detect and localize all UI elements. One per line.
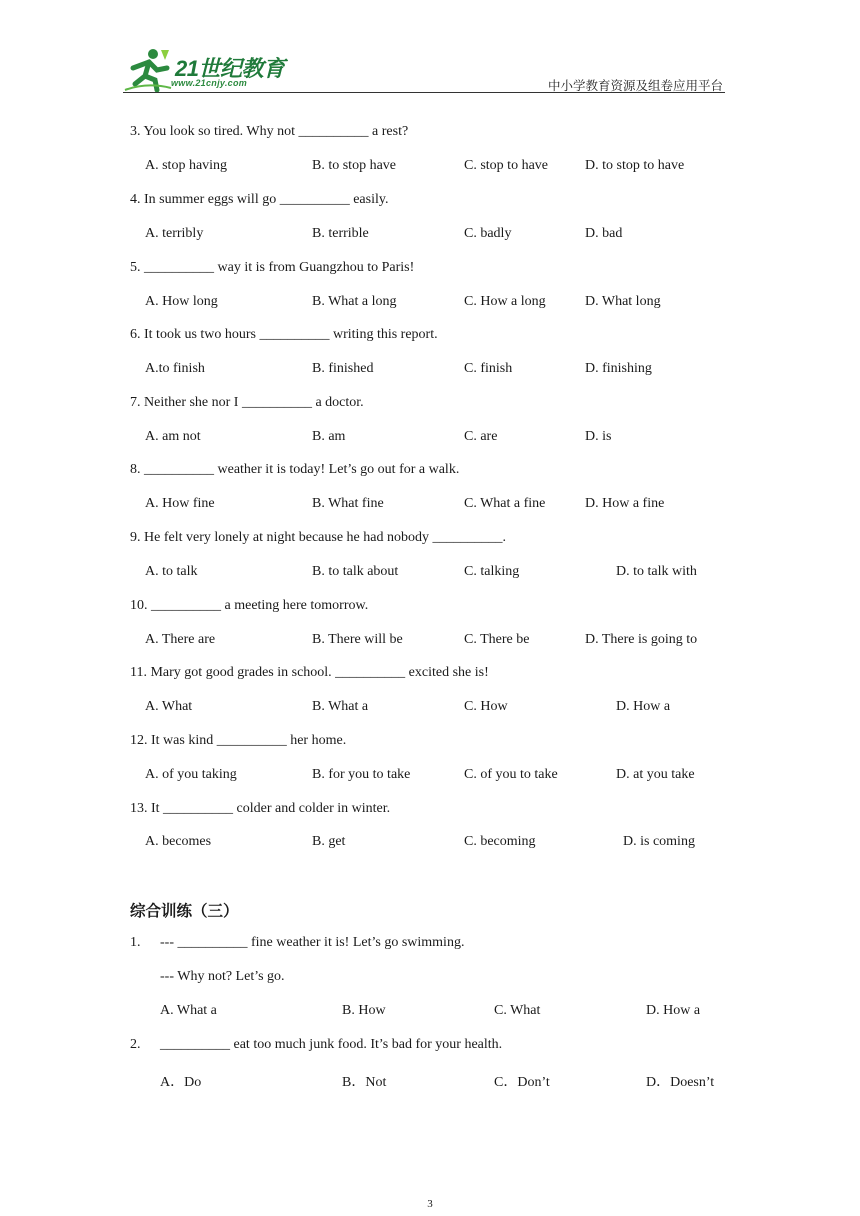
option-d: D. finishing bbox=[585, 361, 652, 376]
option-a: A. stop having bbox=[145, 158, 228, 173]
option-c: C. How a long bbox=[464, 294, 546, 309]
header-divider bbox=[123, 92, 725, 93]
option-b: B. What fine bbox=[312, 496, 384, 511]
option-d: D. bad bbox=[585, 226, 623, 241]
option-a: A. of you taking bbox=[145, 767, 237, 782]
question-stem: 5. __________ way it is from Guangzhou to Paris! bbox=[130, 260, 415, 275]
option-a: A. What a bbox=[160, 1003, 217, 1018]
header-platform-text: 中小学教育资源及组卷应用平台 bbox=[547, 78, 723, 93]
option-c: C. How bbox=[464, 699, 508, 714]
question-stem: 3. You look so tired. Why not __________ a rest? bbox=[130, 124, 409, 139]
logo-text: 21世纪教育 bbox=[175, 56, 285, 81]
logo bbox=[123, 46, 293, 92]
option-b: B. to talk about bbox=[312, 564, 399, 579]
option-d: D. There is going to bbox=[585, 632, 698, 647]
question-stem: 8. __________ weather it is today! Let’s go out for a walk. bbox=[130, 462, 460, 477]
option-b: B. terrible bbox=[312, 226, 369, 241]
option-d: D. What long bbox=[585, 294, 661, 309]
option-c: C. are bbox=[464, 429, 498, 444]
question-stem: 13. It __________ colder and colder in winter. bbox=[130, 801, 391, 816]
section-title: 综合训练（三） bbox=[130, 902, 239, 920]
option-b: B. am bbox=[312, 429, 346, 444]
option-b: B. to stop have bbox=[312, 158, 396, 173]
option-c: C. of you to take bbox=[464, 767, 558, 782]
option-b: B. for you to take bbox=[312, 767, 411, 782]
option-a: A．Do bbox=[160, 1075, 202, 1090]
option-d: D. How a bbox=[616, 699, 671, 714]
option-c: C．Don’t bbox=[494, 1075, 550, 1090]
dialogue-reply: --- Why not? Let’s go. bbox=[160, 969, 285, 984]
option-c: C. stop to have bbox=[464, 158, 548, 173]
question-stem: 4. In summer eggs will go __________ easily. bbox=[130, 192, 389, 207]
option-c: C. talking bbox=[464, 564, 520, 579]
option-d: D. How a bbox=[646, 1003, 701, 1018]
question-stem: 12. It was kind __________ her home. bbox=[130, 733, 347, 748]
logo-url: www.21cnjy.com bbox=[171, 78, 248, 88]
option-a: A. to talk bbox=[145, 564, 198, 579]
option-d: D. How a fine bbox=[585, 496, 665, 511]
option-a: A. becomes bbox=[145, 834, 212, 849]
question-stem: --- __________ fine weather it is! Let’s go swimming. bbox=[160, 935, 465, 950]
question-stem: 9. He felt very lonely at night because he had nobody __________. bbox=[130, 530, 506, 545]
option-b: B. What a bbox=[312, 699, 369, 714]
option-c: C. badly bbox=[464, 226, 512, 241]
option-c: C. becoming bbox=[464, 834, 536, 849]
option-a: A. am not bbox=[145, 429, 201, 444]
option-b: B. get bbox=[312, 834, 346, 849]
option-c: C. There be bbox=[464, 632, 530, 647]
option-d: D. is coming bbox=[623, 834, 695, 849]
runner-logo-icon bbox=[123, 46, 173, 92]
question-stem: 7. Neither she nor I __________ a doctor. bbox=[130, 395, 364, 410]
option-d: D. to talk with bbox=[616, 564, 697, 579]
option-b: B. How bbox=[342, 1003, 386, 1018]
option-c: C. finish bbox=[464, 361, 513, 376]
option-c: C. What a fine bbox=[464, 496, 546, 511]
question-stem: 6. It took us two hours __________ writing this report. bbox=[130, 327, 438, 342]
option-b: B. finished bbox=[312, 361, 374, 376]
page-header bbox=[123, 46, 725, 94]
option-a: A. What bbox=[145, 699, 193, 714]
option-b: B．Not bbox=[342, 1075, 387, 1090]
option-b: B. There will be bbox=[312, 632, 403, 647]
option-d: D. is bbox=[585, 429, 612, 444]
option-d: D．Doesn’t bbox=[646, 1075, 715, 1090]
option-c: C. What bbox=[494, 1003, 541, 1018]
question-stem: 11. Mary got good grades in school. __________ excited she is! bbox=[130, 665, 489, 680]
option-a: A. There are bbox=[145, 632, 216, 647]
option-b: B. What a long bbox=[312, 294, 397, 309]
option-a: A.to finish bbox=[145, 361, 205, 376]
option-d: D. at you take bbox=[616, 767, 695, 782]
option-d: D. to stop to have bbox=[585, 158, 685, 173]
page-number: 3 bbox=[427, 1198, 433, 1210]
option-a: A. How fine bbox=[145, 496, 215, 511]
section-item-number: 2. bbox=[130, 1037, 141, 1052]
section-item-number: 1. bbox=[130, 935, 141, 950]
option-a: A. How long bbox=[145, 294, 218, 309]
question-stem: 10. __________ a meeting here tomorrow. bbox=[130, 598, 369, 613]
option-a: A. terribly bbox=[145, 226, 204, 241]
question-stem: __________ eat too much junk food. It’s bad for your health. bbox=[160, 1037, 503, 1052]
